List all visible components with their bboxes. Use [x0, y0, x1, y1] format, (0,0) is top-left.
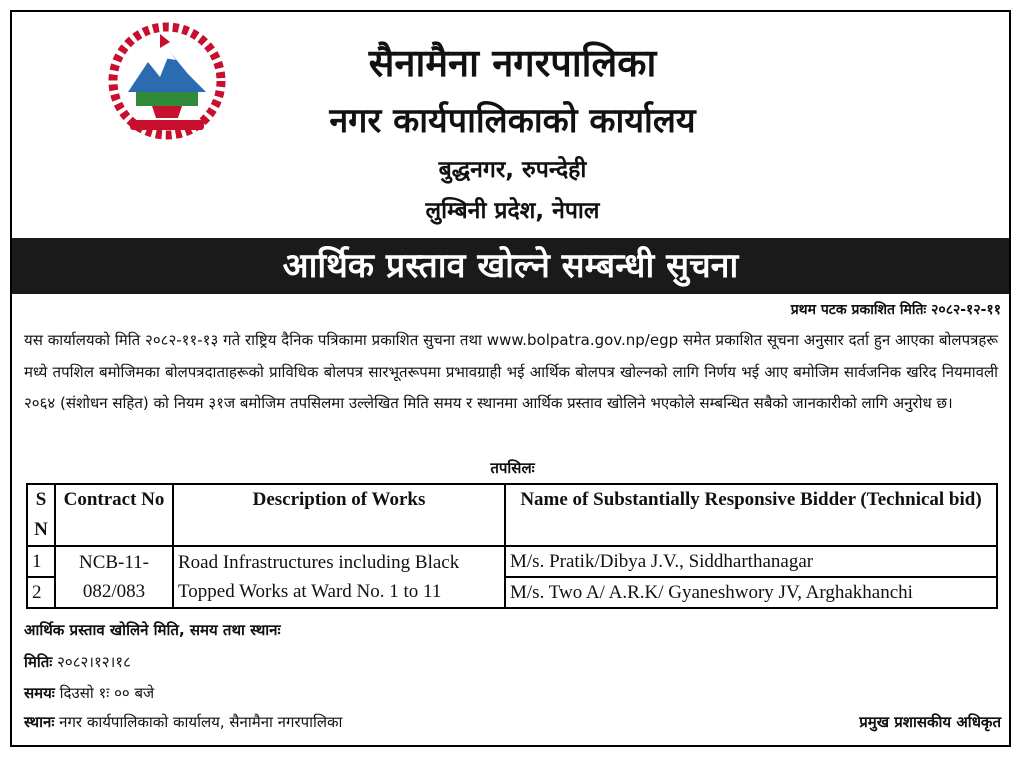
table-row: [27, 546, 997, 577]
opening-place-line: [24, 712, 342, 732]
bid-table: [26, 483, 998, 609]
date-value: २०८२।१२।१८: [57, 653, 131, 671]
opening-info-heading: आर्थिक प्रस्ताव खोलिने मिति, समय तथा स्थानः: [24, 621, 281, 639]
header-description: Description of Works: [173, 484, 505, 546]
cell-bidder: M/s. Pratik/Dibya J.V., Siddharthanagar: [505, 546, 997, 577]
office-name: नगर कार्यपालिकाको कार्यालय: [329, 101, 696, 141]
opening-date-line: [24, 652, 131, 672]
province-country: लुम्बिनी प्रदेश, नेपाल: [425, 198, 600, 224]
header-contract: Contract No: [55, 484, 173, 546]
table-header-row: [27, 484, 997, 546]
notice-title-banner: आर्थिक प्रस्ताव खोल्ने सम्बन्धी सुचना: [12, 238, 1009, 294]
office-address: बुद्धनगर, रुपन्देही: [438, 157, 587, 183]
cell-description: Road Infrastructures including Black Topped Works at Ward No. 1 to 11: [173, 546, 505, 608]
cell-contract-no: NCB-11-082/083: [55, 546, 173, 608]
publish-date: प्रथम पटक प्रकाशित मितिः २०८२-१२-११: [790, 302, 1001, 318]
time-value: दिउसो १ः ०० बजे: [59, 684, 155, 702]
cell-sn: 2: [27, 577, 55, 608]
opening-time-line: [24, 683, 154, 703]
header-bidder: Name of Substantially Responsive Bidder (Technical bid): [505, 484, 997, 546]
time-label: समयः: [24, 684, 55, 702]
municipality-name: सैनामैना नगरपालिका: [368, 41, 657, 85]
place-label: स्थानः: [24, 713, 55, 731]
cell-bidder: M/s. Two A/ A.R.K/ Gyaneshwory JV, Arghakhanchi: [505, 577, 997, 608]
details-heading: तपसिलः: [490, 459, 535, 477]
header-sn: S N: [27, 484, 55, 546]
notice-body: यस कार्यालयको मिति २०८२-११-१३ गते राष्ट्रिय दैनिक पत्रिकामा प्रकाशित सुचना तथा www.bolpatra.gov.np/egp समेत प्रकाशित सूचना अनुसार दर्ता हुन आएका बोलपत्रहरू मध्ये तपशिल बमोजिमका बोलपत्रदाताहरूको प्राविधिक बोलपत्र सारभूतरूपमा प्रभावग्राही भई आर्थिक बोलपत्र खोल्नको लागि निर्णय भई आए बमोजिम सार्वजनिक खरिद नियमावली २०६४ (संशोधन सहित) को नियम ३१ज बमोजिम तपसिलमा उल्लेखित मिति समय र स्थानमा आर्थिक प्रस्ताव खोलिने भएकोले सम्बन्धित सबैको जानकारीको लागि अनुरोध छ।: [24, 331, 998, 412]
signatory: प्रमुख प्रशासकीय अधिकृत: [859, 713, 1001, 731]
cell-sn: 1: [27, 546, 55, 577]
date-label: मितिः: [24, 653, 53, 671]
place-value: नगर कार्यपालिकाको कार्यालय, सैनामैना नगरपालिका: [59, 713, 343, 731]
